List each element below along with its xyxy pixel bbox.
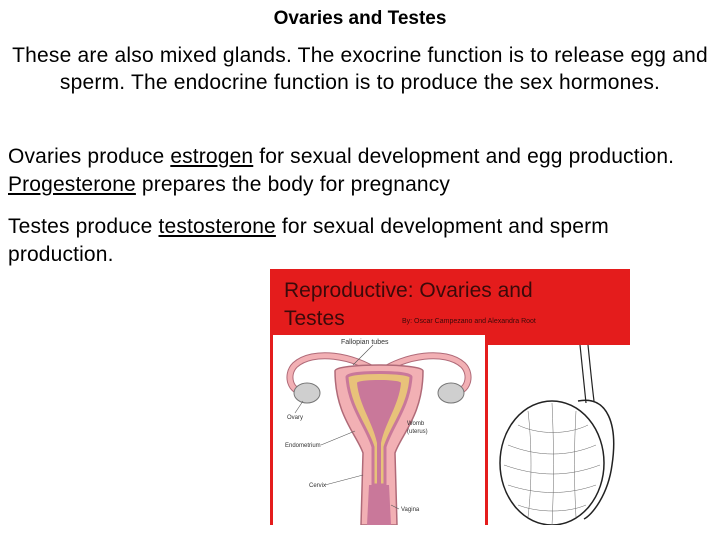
label-endometrium: Endometrium [285,443,321,449]
vagina-canal [367,485,391,525]
slide-title: Ovaries and Testes [273,8,447,29]
left-ovary [294,383,320,403]
testis-diagram [488,345,630,525]
spermatic-cord-right [588,345,594,401]
uterus-diagram [273,335,485,525]
figure-title: Reproductive: Ovaries and Testes [284,279,533,330]
ovary-pointer [295,401,303,413]
figure-author: By: Oscar Campezano and Alexandra Root [402,318,536,325]
label-ovary: Ovary [287,415,304,421]
progesterone-term: Progesterone [8,173,136,196]
ovaries-paragraph [8,143,713,199]
cervix-pointer [325,475,363,485]
testis-body [500,401,604,525]
label-cervix: Cervix [309,483,327,489]
label-uterus: (uterus) [407,429,428,435]
testes-paragraph [8,213,713,269]
testes-text-end: for sexual development and sperm production. [8,215,609,266]
ovaries-text-start: Ovaries produce [8,145,171,168]
spermatic-cord-left [580,345,586,403]
right-ovary [438,383,464,403]
testes-text-start: Testes produce [8,215,159,238]
intro-paragraph: These are also mixed glands. The exocrine function is to release egg and sperm. The endocrine function is to produce the sex hormones. [12,44,708,94]
label-vagina: Vagina [401,507,420,513]
female-anatomy-panel [273,335,485,525]
estrogen-term: estrogen [170,145,254,168]
label-fallopian: Fallopian tubes [341,339,389,346]
testis-panel [488,345,630,525]
testosterone-term: testosterone [158,215,276,238]
label-womb: Womb [407,421,425,427]
endometrium-pointer [321,431,355,445]
ovaries-text-middle: for sexual development and egg production. [253,145,675,168]
reproductive-figure [270,269,630,525]
ovaries-text-end: prepares the body for pregnancy [135,173,451,196]
